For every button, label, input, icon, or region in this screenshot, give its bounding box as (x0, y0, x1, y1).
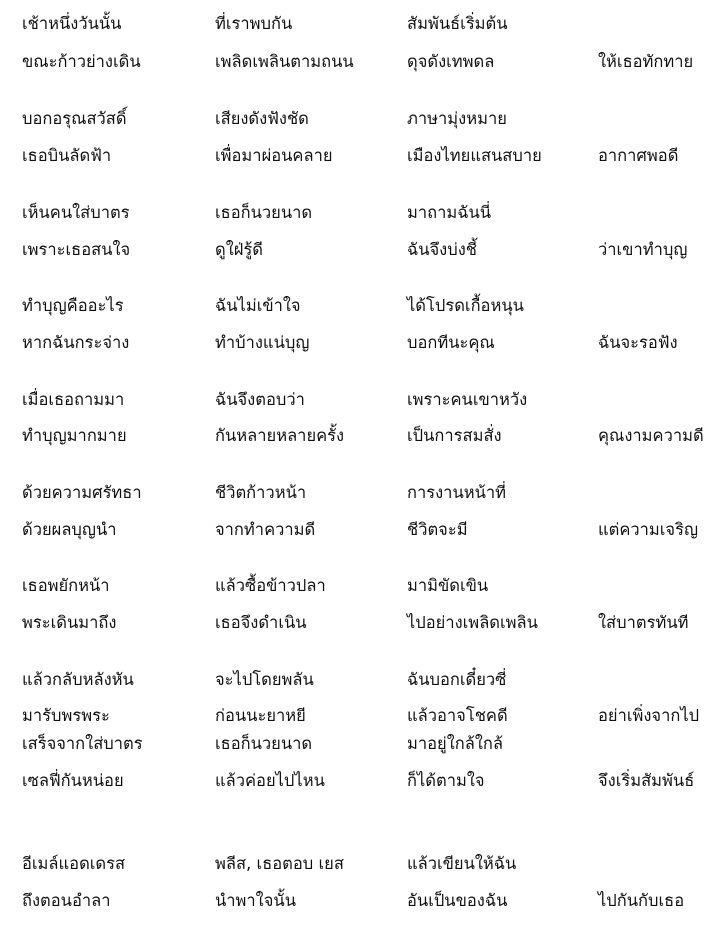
verse-phrase: กันหลายหลายครั้ง (215, 426, 345, 445)
verse-phrase: ชีวิตจะมี (407, 520, 468, 539)
verse-phrase: การงานหน้าที่ (407, 483, 507, 502)
verse-phrase: เธอก็นวยนาด (215, 203, 313, 222)
poem-line (0, 515, 728, 545)
poem-line (0, 47, 728, 77)
verse-phrase: อีเมล์แอดเดรส (22, 854, 126, 873)
verse-phrase: มาถามฉันนี่ (407, 203, 492, 222)
verse-phrase: ที่เราพบกัน (215, 14, 293, 33)
verse-phrase: แล้วอาจโชคดี (407, 706, 508, 725)
verse-phrase: พลีส, เธอตอบ เยส (215, 854, 344, 873)
verse-phrase: ภาษามุ่งหมาย (407, 109, 507, 128)
verse-phrase: สัมพันธ์เริ่มต้น (407, 14, 508, 33)
verse-phrase: บอกทีนะคุณ (407, 333, 495, 352)
verse-phrase: เพื่อมาผ่อนคลาย (215, 146, 333, 165)
poem-line (0, 141, 728, 171)
verse-phrase: ฉันจึงตอบว่า (215, 390, 305, 409)
verse-phrase: จากทำความดี (215, 520, 316, 539)
verse-phrase: ดูใฝ่รู้ดี (215, 240, 264, 259)
verse-phrase: ถึงตอนอำลา (22, 891, 111, 910)
verse-phrase: ฉันจึงบ่งชี้ (407, 240, 477, 259)
verse-phrase: อย่าเพิ่งจากไป (598, 706, 700, 725)
poem-line (0, 104, 728, 134)
verse-phrase: แล้วกลับหลังหัน (22, 670, 134, 689)
verse-phrase: มารับพรพระ (22, 706, 110, 725)
verse-phrase: เธอบินลัดฟ้า (22, 146, 112, 165)
verse-phrase: ไปอย่างเพลิดเพลิน (407, 613, 538, 632)
verse-phrase: เพราะเธอสนใจ (22, 240, 131, 259)
verse-phrase: พระเดินมาถึง (22, 613, 117, 632)
verse-phrase: แล้วซื้อข้าวปลา (215, 576, 326, 595)
verse-phrase: เพราะคนเขาหวัง (407, 390, 528, 409)
verse-phrase: บอกอรุณสวัสดิ์ (22, 109, 127, 128)
verse-phrase: หากฉันกระจ่าง (22, 333, 130, 352)
verse-phrase: แล้วค่อยไปไหน (215, 771, 325, 790)
verse-phrase: ทำบ้างแน่บุญ (215, 333, 310, 352)
verse-phrase: แล้วเขียนให้ฉัน (407, 854, 517, 873)
verse-phrase: จะไปโดยพลัน (215, 670, 314, 689)
verse-phrase: เธอก็นวยนาด (215, 734, 313, 753)
verse-phrase: ด้วยความศรัทธา (22, 483, 142, 502)
verse-phrase: ทำบุญมากมาย (22, 426, 127, 445)
verse-phrase: ดุจดังเทพดล (407, 52, 495, 71)
verse-phrase: ฉันไม่เข้าใจ (215, 296, 301, 315)
verse-phrase: ฉันบอกเดี๋ยวซี่ (407, 670, 507, 689)
verse-phrase: เธอพยักหน้า (22, 576, 110, 595)
verse-phrase: เพลิดเพลินตามถนน (215, 52, 354, 71)
verse-phrase: แต่ความเจริญ (598, 520, 699, 539)
verse-phrase: อากาศพอดี (598, 146, 679, 165)
verse-phrase: ฉันจะรอฟัง (598, 333, 678, 352)
verse-phrase: จึงเริ่มสัมพันธ์ (598, 771, 695, 790)
verse-phrase: ใส่บาตรทันที (598, 613, 689, 632)
poem-line (0, 665, 728, 695)
poem-line (0, 849, 728, 879)
verse-phrase: เมืองไทยแสนสบาย (407, 146, 542, 165)
verse-phrase: ให้เธอทักทาย (598, 52, 694, 71)
poem-line (0, 608, 728, 638)
poem-line (0, 198, 728, 228)
poem-line (0, 571, 728, 601)
poem-line (0, 766, 728, 796)
verse-phrase: เสียงดังฟังชัด (215, 109, 309, 128)
poem-line (0, 235, 728, 265)
verse-phrase: มามิขัดเขิน (407, 576, 489, 595)
poem-line (0, 328, 728, 358)
verse-phrase: ทำบุญคืออะไร (22, 296, 124, 315)
verse-phrase: มาอยู่ใกล้ใกล้ (407, 734, 504, 753)
verse-phrase: นำพาใจนั้น (215, 891, 296, 910)
verse-phrase: ด้วยผลบุญนำ (22, 520, 117, 539)
verse-phrase: คุณงามความดี (598, 426, 704, 445)
poem-line (0, 9, 728, 39)
verse-phrase: เซลฟี่กันหน่อย (22, 771, 124, 790)
poem-line (0, 729, 728, 759)
verse-phrase: ขณะก้าวย่างเดิน (22, 52, 141, 71)
poem-line (0, 478, 728, 508)
verse-phrase: ชีวิตก้าวหน้า (215, 483, 307, 502)
poem-line (0, 385, 728, 415)
verse-phrase: เธอจึงดำเนิน (215, 613, 307, 632)
poem-line (0, 421, 728, 451)
verse-phrase: ได้โปรดเกื้อหนุน (407, 296, 524, 315)
verse-phrase: เป็นการสมสั่ง (407, 426, 502, 445)
verse-phrase: ไปกันกับเธอ (598, 891, 685, 910)
verse-phrase: ก็ได้ตามใจ (407, 771, 485, 790)
poem-line (0, 701, 728, 731)
verse-phrase: เห็นคนใส่บาตร (22, 203, 130, 222)
verse-phrase: เสร็จจากใส่บาตร (22, 734, 143, 753)
poem-line (0, 291, 728, 321)
verse-phrase: เช้าหนึ่งวันนั้น (22, 14, 122, 33)
poem-line (0, 886, 728, 916)
verse-phrase: เมื่อเธอถามมา (22, 390, 125, 409)
verse-phrase: อันเป็นของฉัน (407, 891, 508, 910)
verse-phrase: ก่อนนะยาหยี (215, 706, 306, 725)
verse-phrase: ว่าเขาทำบุญ (598, 240, 688, 259)
